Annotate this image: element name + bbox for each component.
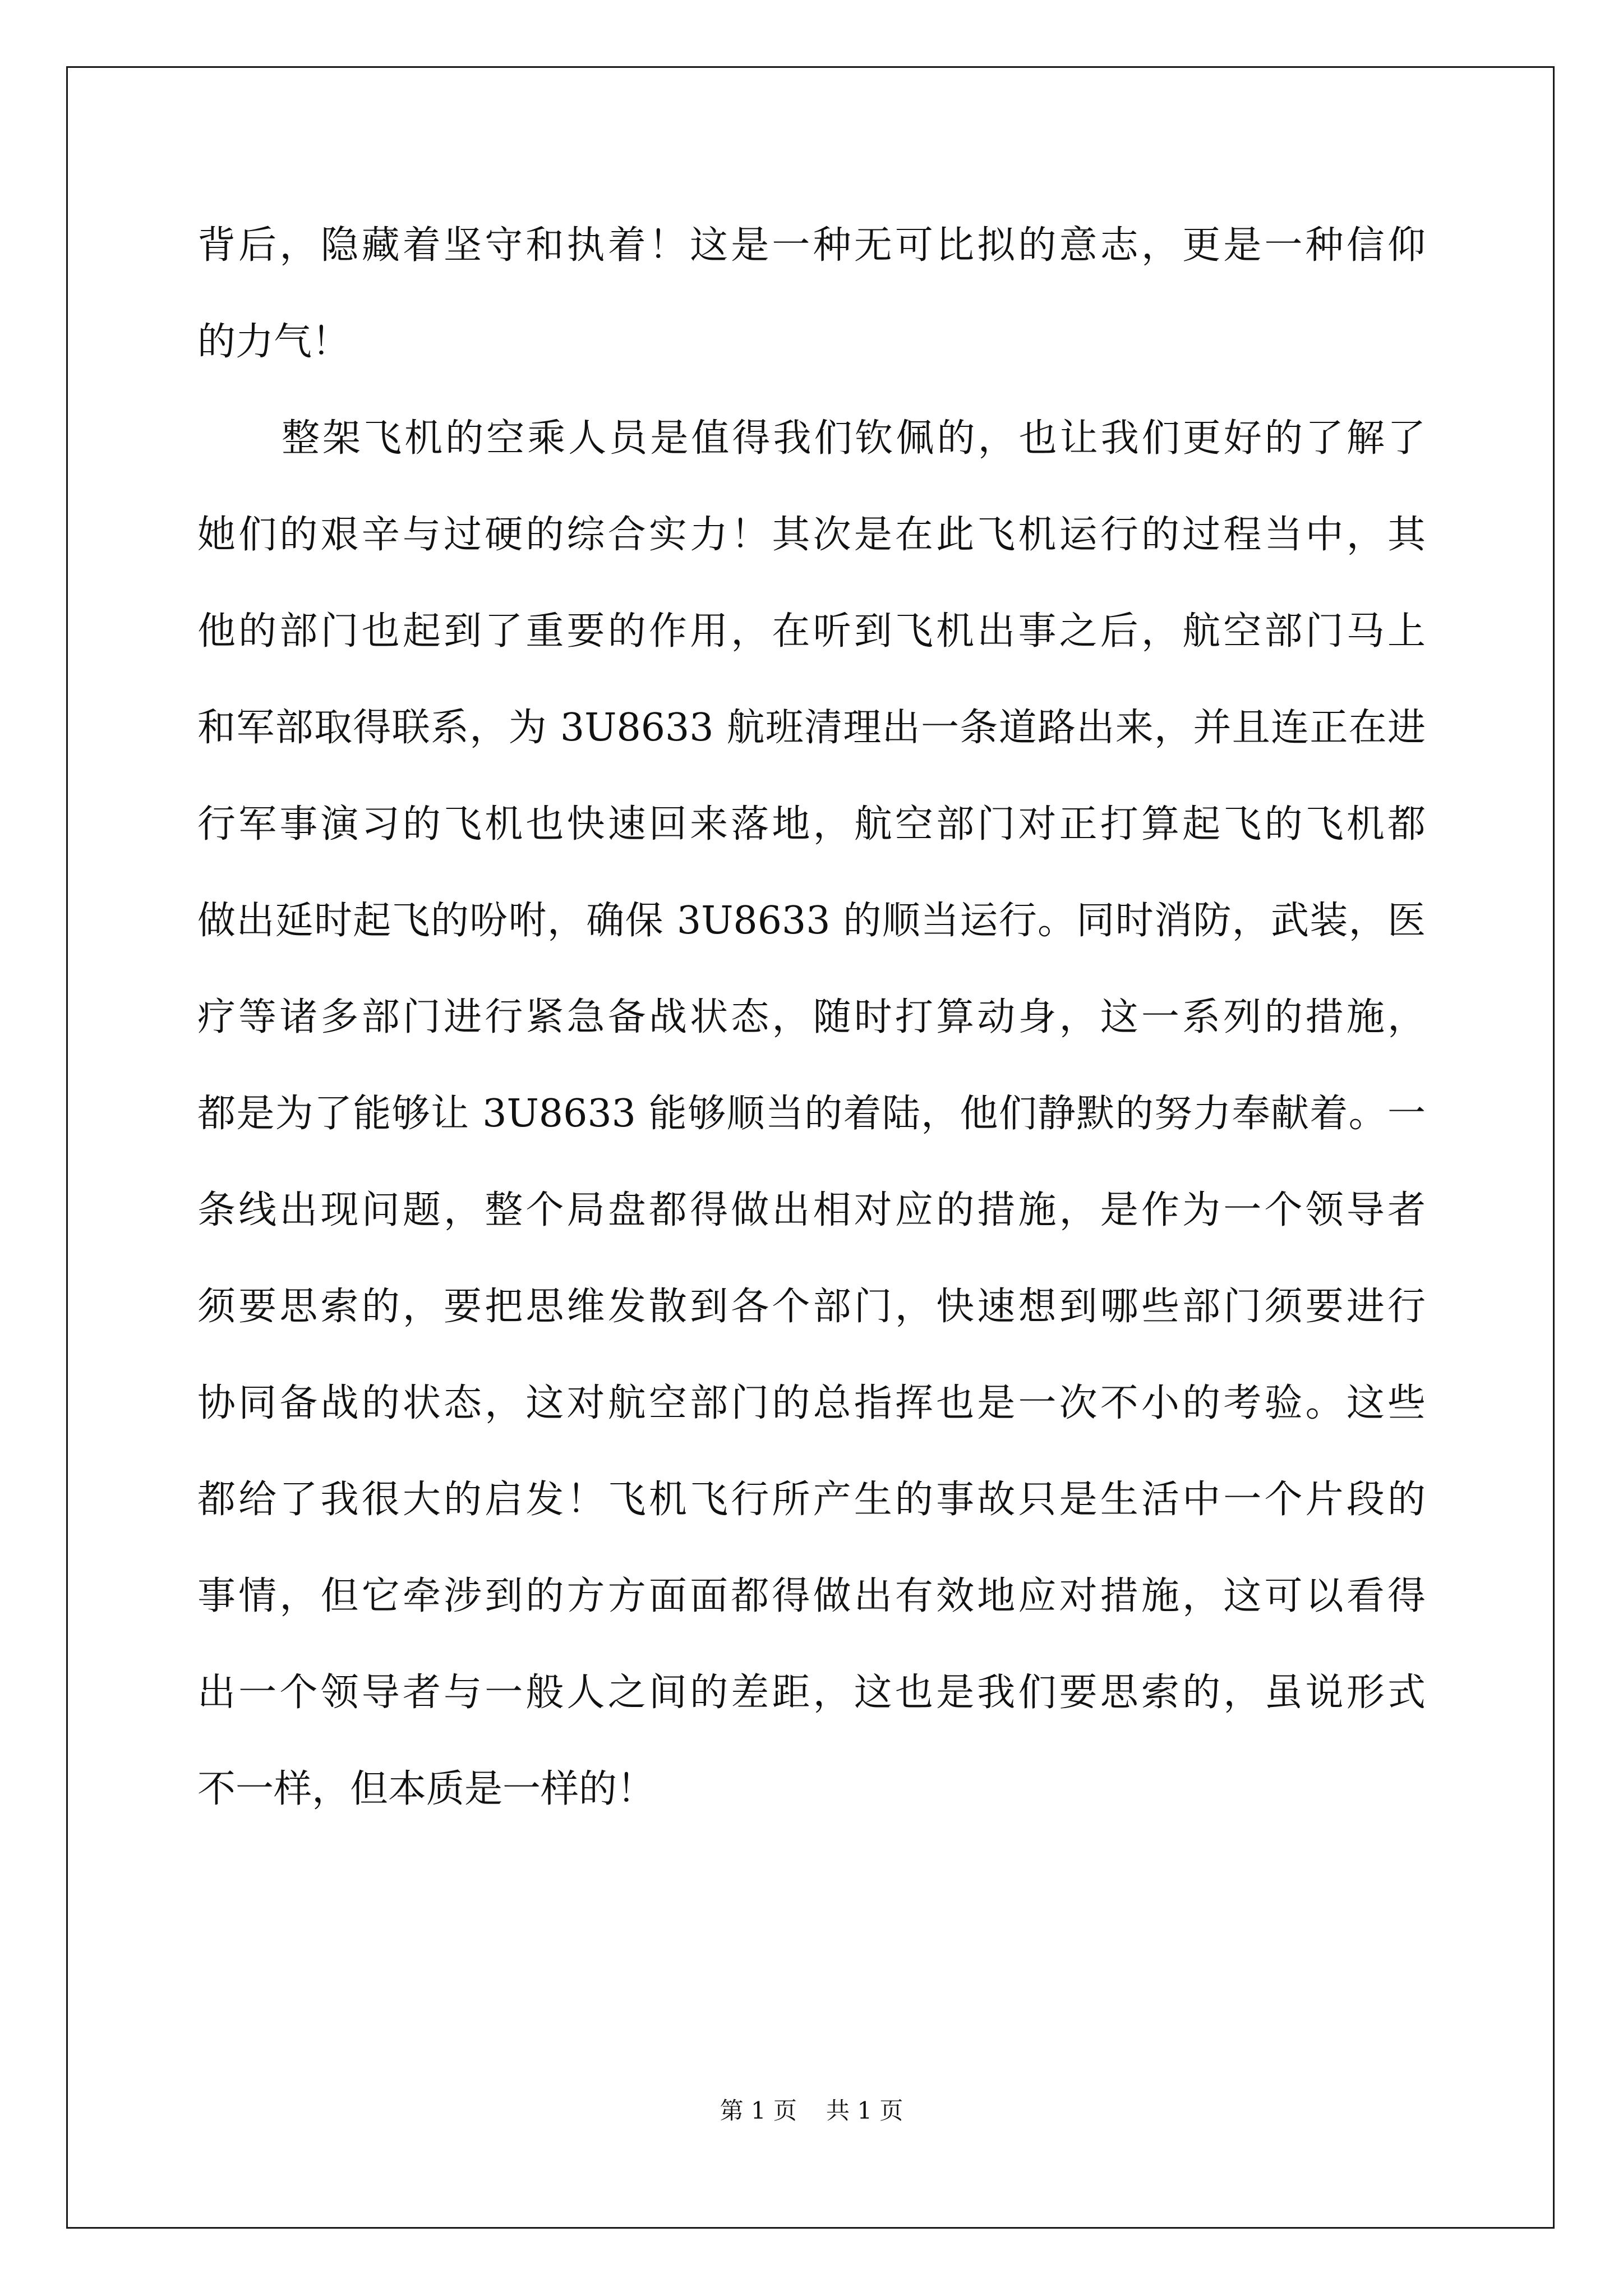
text-line: 和军部取得联系，为 3U8633 航班清理出一条道路出来，并且连正在进 <box>197 706 1426 750</box>
text-line: 都给了我很大的启发！飞机飞行所产生的事故只是生活中一个片段的 <box>197 1478 1426 1522</box>
text-line: 背后，隐藏着坚守和执着！这是一种无可比拟的意志，更是一种信仰 <box>197 223 1426 268</box>
text-line: 疗等诸多部门进行紧急备战状态，随时打算动身，这一系列的措施， <box>197 995 1426 1039</box>
text-line: 条线出现问题，整个局盘都得做出相对应的措施，是作为一个领导者 <box>197 1188 1426 1232</box>
page-number: 第 1 页 <box>720 2097 797 2124</box>
text-line: 他的部门也起到了重要的作用，在听到飞机出事之后，航空部门马上 <box>197 609 1426 654</box>
page-count: 共 1 页 <box>826 2097 903 2124</box>
text-line: 的力气！ <box>197 320 351 364</box>
text-line: 不一样，但本质是一样的！ <box>197 1767 656 1811</box>
text-line: 出一个领导者与一般人之间的差距，这也是我们要思索的，虽说形式 <box>197 1671 1426 1715</box>
text-line: 须要思索的，要把思维发散到各个部门，快速想到哪些部门须要进行 <box>197 1285 1426 1329</box>
document-body <box>197 197 1426 1838</box>
text-line: 她们的艰辛与过硬的综合实力！其次是在此飞机运行的过程当中，其 <box>197 513 1426 557</box>
paragraph-first-line: 整架飞机的空乘人员是值得我们钦佩的，也让我们更好的了解了 <box>282 416 1426 461</box>
page-footer <box>0 2095 1623 2127</box>
text-line: 都是为了能够让 3U8633 能够顺当的着陆，他们静默的努力奉献着。一 <box>197 1092 1426 1136</box>
text-line: 事情，但它牵涉到的方方面面都得做出有效地应对措施，这可以看得 <box>197 1574 1426 1618</box>
text-line: 行军事演习的飞机也快速回来落地，航空部门对正打算起飞的飞机都 <box>197 802 1426 846</box>
text-line: 做出延时起飞的吩咐，确保 3U8633 的顺当运行。同时消防，武装，医 <box>197 899 1426 943</box>
text-line: 协同备战的状态，这对航空部门的总指挥也是一次不小的考验。这些 <box>197 1381 1426 1425</box>
